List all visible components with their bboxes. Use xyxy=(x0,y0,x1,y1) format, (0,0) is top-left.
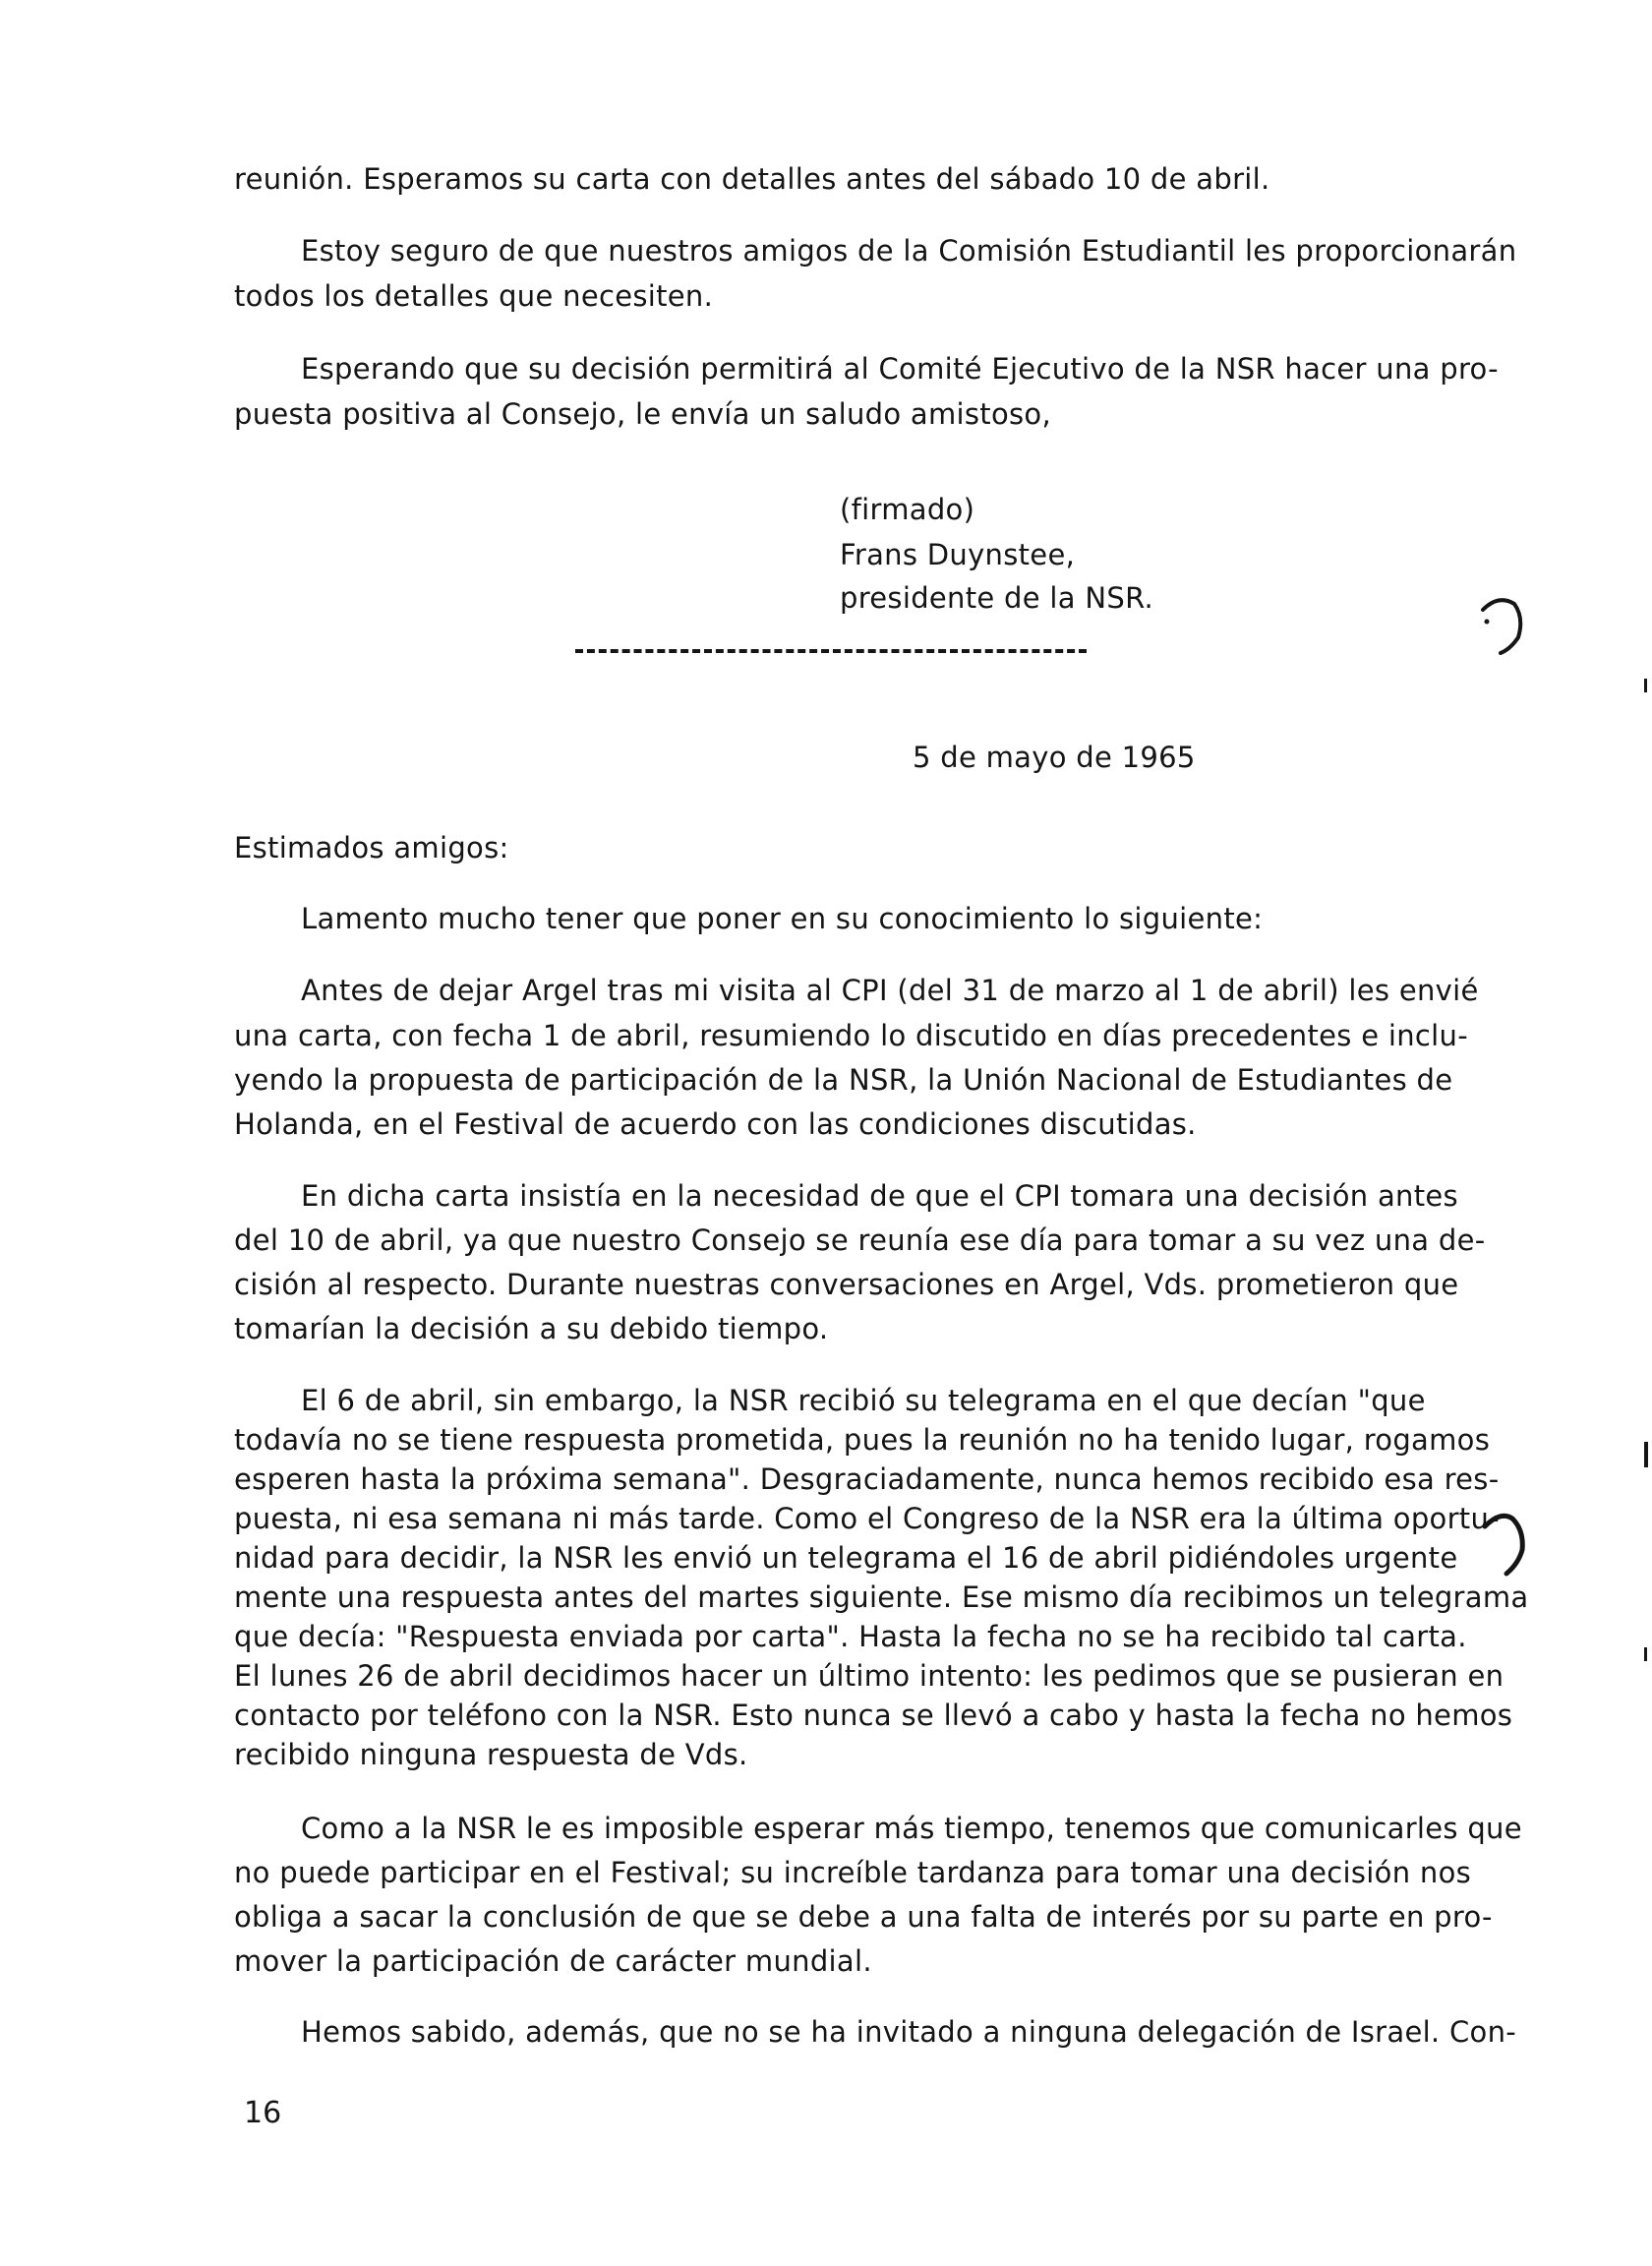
signature-role: presidente de la NSR. xyxy=(840,581,1154,615)
text-line: obliga a sacar la conclusión de que se debe a una falta de interés por su parte en pro- xyxy=(234,1900,1493,1934)
text-line: todavía no se tiene respuesta prometida, pues la reunión no ha tenido lugar, rogamos xyxy=(234,1423,1491,1457)
text-line: El lunes 26 de abril decidimos hacer un último intento: les pedimos que se pusieran en xyxy=(234,1659,1504,1693)
text-line: del 10 de abril, ya que nuestro Consejo se reunía ese día para tomar a su vez una de- xyxy=(234,1223,1486,1257)
text-line: nidad para decidir, la NSR les envió un telegrama el 16 de abril pidiéndoles urgente xyxy=(234,1541,1458,1575)
text-line: Lamento mucho tener que poner en su conocimiento lo siguiente: xyxy=(301,902,1264,935)
text-line: Holanda, en el Festival de acuerdo con las condiciones discutidas. xyxy=(234,1107,1197,1141)
text-line: tomarían la decisión a su debido tiempo. xyxy=(234,1312,829,1345)
text-line: reunión. Esperamos su carta con detalles antes del sábado 10 de abril. xyxy=(234,162,1270,196)
scan-speck xyxy=(1644,1647,1647,1661)
text-line: mente una respuesta antes del martes siguiente. Ese mismo día recibimos un telegrama xyxy=(234,1580,1529,1614)
text-line: todos los detalles que necesiten. xyxy=(234,279,714,313)
text-line: yendo la propuesta de participación de la NSR, la Unión Nacional de Estudiantes de xyxy=(234,1063,1453,1097)
page-number: 16 xyxy=(244,2096,282,2130)
text-line: esperen hasta la próxima semana". Desgraciadamente, nunca hemos recibido esa res- xyxy=(234,1462,1500,1496)
text-line: En dicha carta insistía en la necesidad de que el CPI tomara una decisión antes xyxy=(301,1179,1458,1213)
text-line: Como a la NSR le es imposible esperar más tiempo, tenemos que comunicarles que xyxy=(301,1812,1522,1845)
text-line: puesta, ni esa semana ni más tarde. Como el Congreso de la NSR era la última oportu- xyxy=(234,1502,1500,1535)
separator-line xyxy=(575,649,1087,653)
scan-speck xyxy=(1644,1442,1648,1467)
text-line: mover la participación de carácter mundial. xyxy=(234,1944,872,1978)
text-line: Hemos sabido, además, que no se ha invitado a ninguna delegación de Israel. Con- xyxy=(301,2015,1517,2049)
letter-date: 5 de mayo de 1965 xyxy=(913,741,1196,774)
text-line: una carta, con fecha 1 de abril, resumiendo lo discutido en días precedentes e inclu- xyxy=(234,1019,1468,1052)
punch-hole-icon xyxy=(1481,1505,1532,1580)
scan-speck xyxy=(1644,679,1647,692)
text-line: puesta positiva al Consejo, le envía un saludo amistoso, xyxy=(234,397,1051,431)
text-line: no puede participar en el Festival; su increíble tardanza para tomar una decisión nos xyxy=(234,1856,1472,1889)
text-line: Estoy seguro de que nuestros amigos de la Comisión Estudiantil les proporcionarán xyxy=(301,234,1517,268)
salutation: Estimados amigos: xyxy=(234,831,509,865)
text-line: El 6 de abril, sin embargo, la NSR recibió su telegrama en el que decían "que xyxy=(301,1384,1426,1417)
text-line: que decía: "Respuesta enviada por carta". Hasta la fecha no se ha recibido tal carta. xyxy=(234,1620,1467,1653)
text-line: recibido ninguna respuesta de Vds. xyxy=(234,1738,748,1771)
text-line: contacto por teléfono con la NSR. Esto nunca se llevó a cabo y hasta la fecha no hemos xyxy=(234,1699,1513,1732)
signature-name: Frans Duynstee, xyxy=(840,538,1076,571)
punch-hole-icon xyxy=(1477,588,1526,657)
text-line: Antes de dejar Argel tras mi visita al CPI (del 31 de marzo al 1 de abril) les envié xyxy=(301,974,1479,1007)
text-line: Esperando que su decisión permitirá al Comité Ejecutivo de la NSR hacer una pro- xyxy=(301,352,1499,386)
text-line: cisión al respecto. Durante nuestras conversaciones en Argel, Vds. prometieron que xyxy=(234,1268,1459,1301)
signature-signed: (firmado) xyxy=(840,493,975,526)
